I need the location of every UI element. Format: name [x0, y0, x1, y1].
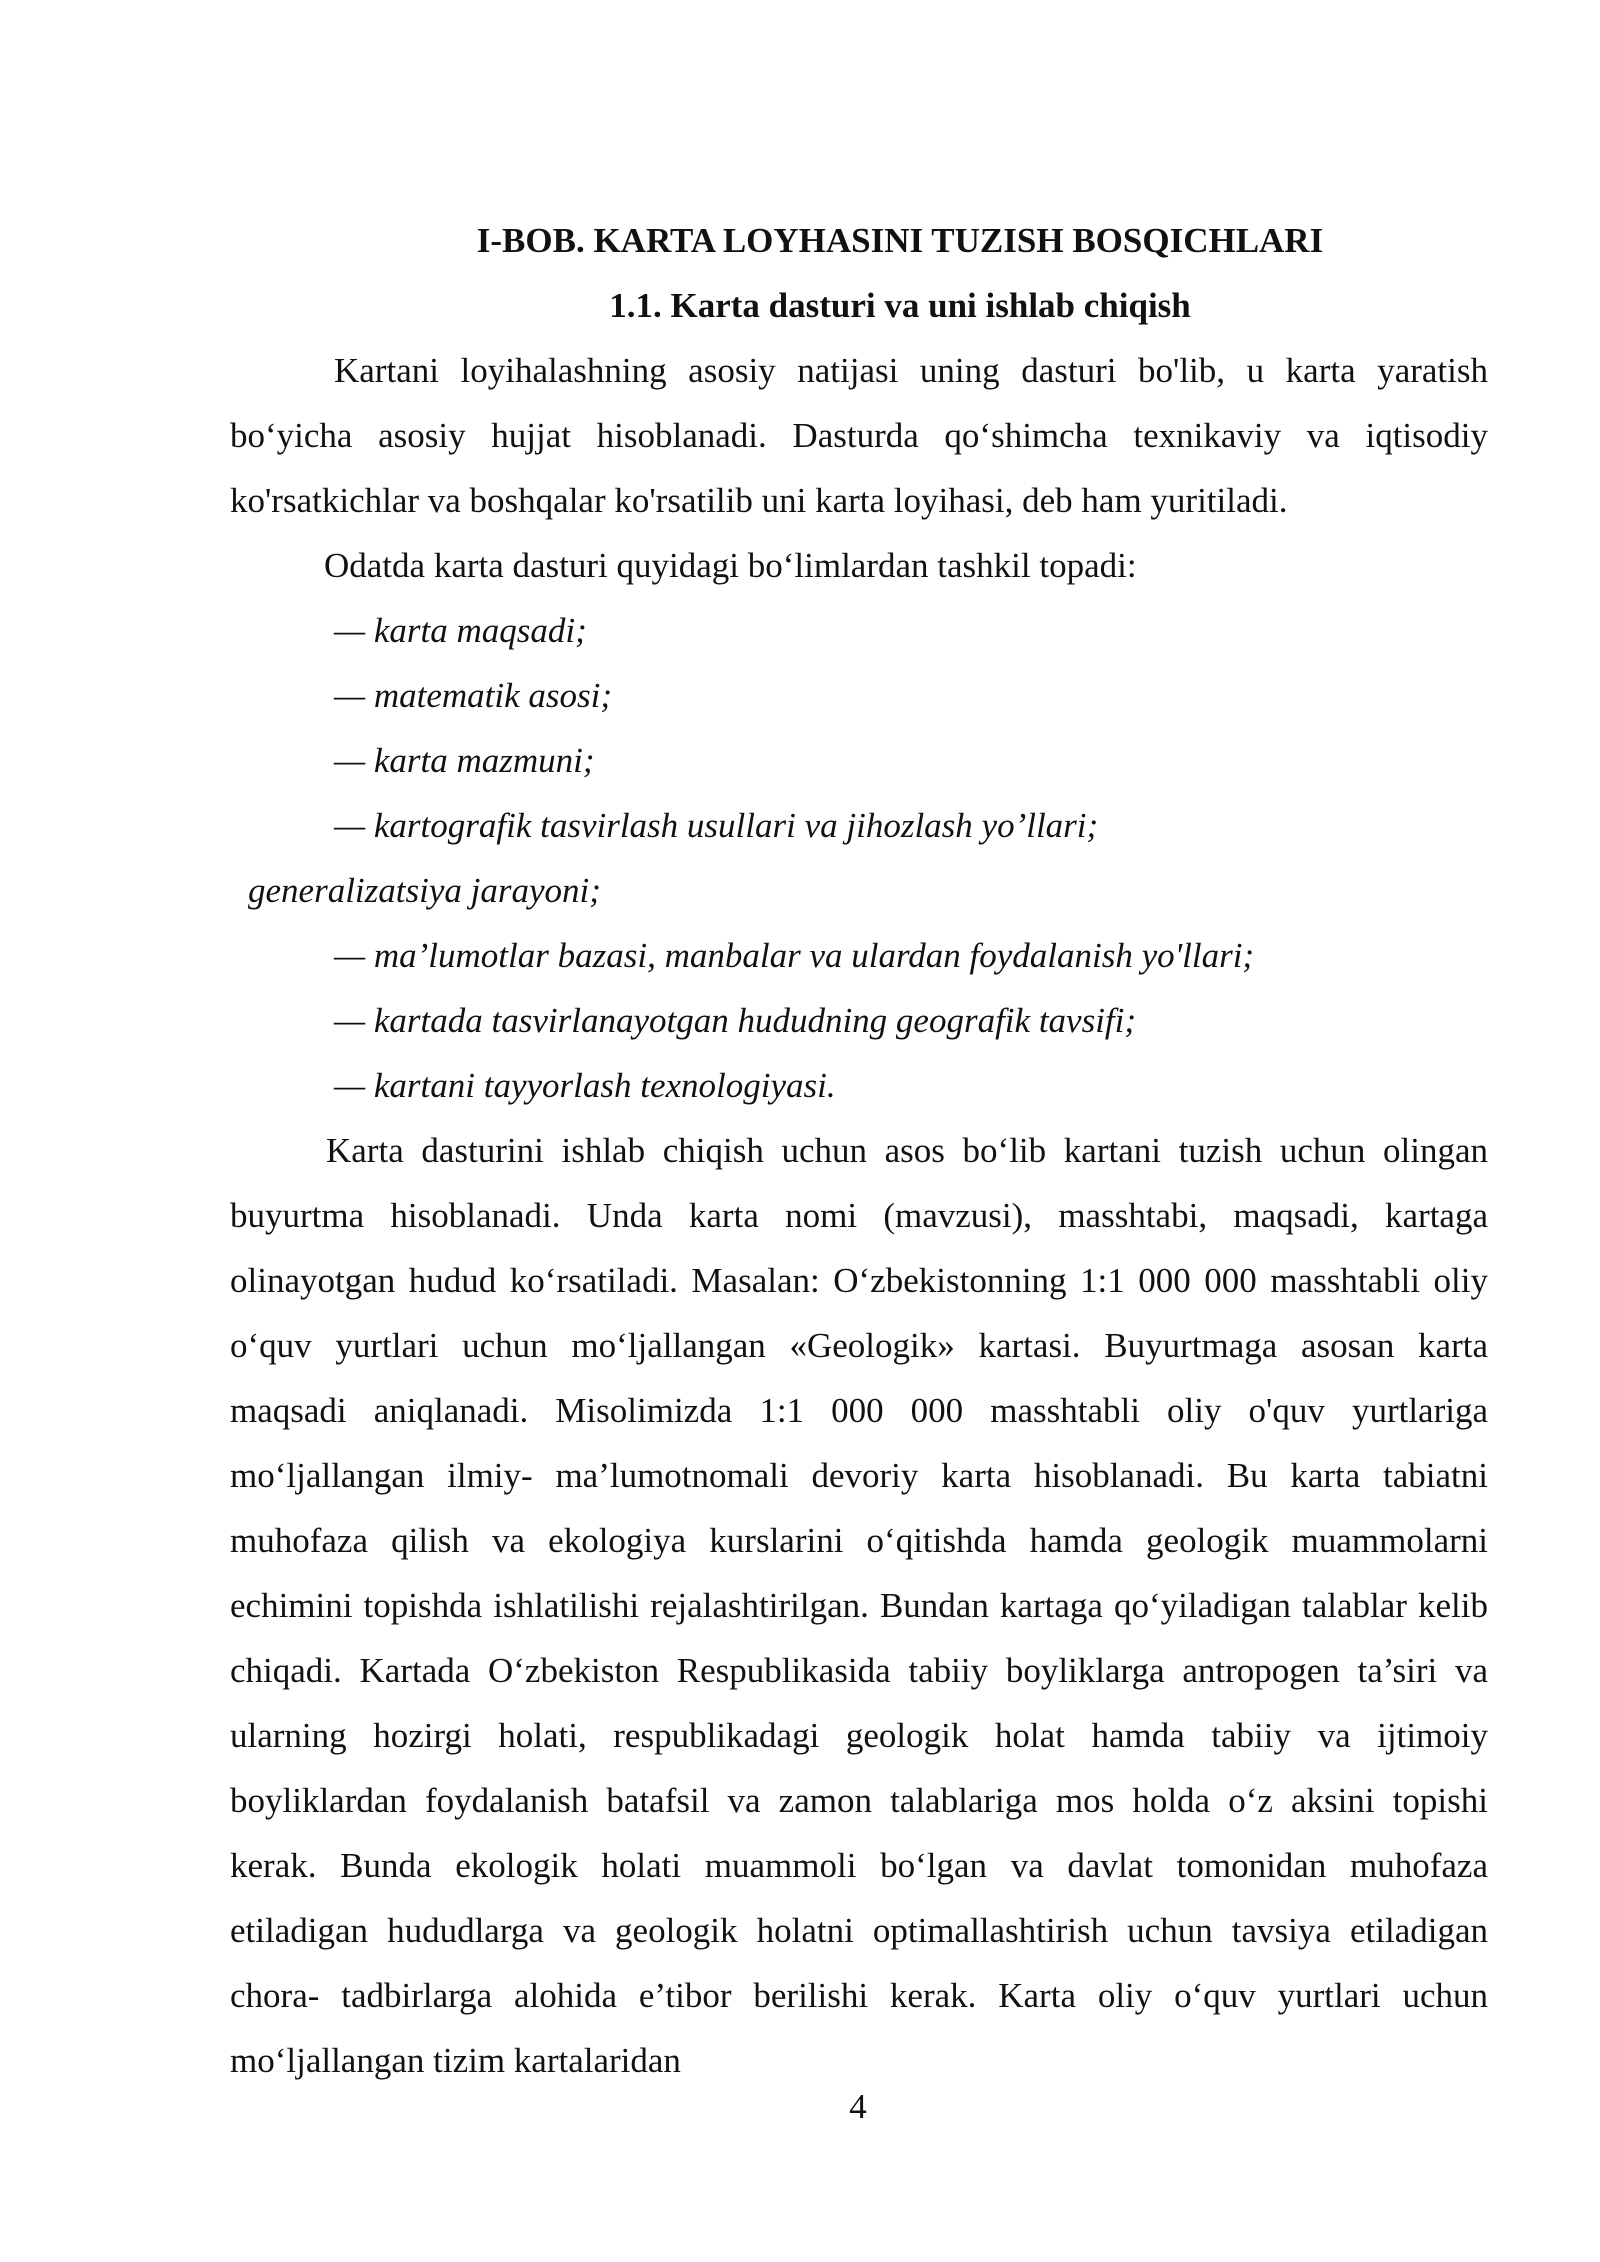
list-item: — matematik asosi; — [334, 676, 613, 715]
list-item: generalizatsiya jarayoni; — [248, 871, 601, 910]
paragraph-list-intro: Odatda karta dasturi quyidagi bo‘limlardan tashkil topadi: — [324, 546, 1137, 585]
section-title: 1.1. Karta dasturi va uni ishlab chiqish — [609, 286, 1191, 325]
page-number: 4 — [849, 2087, 867, 2126]
list-item: — karta maqsadi; — [334, 611, 587, 650]
paragraph-intro-program: Kartani loyihalashning asosiy natijasi uning dasturi bo'lib, u karta yaratish bo‘yicha asosiy hujjat hisoblanadi. Dasturda qo‘shimcha texnikaviy va iqtisodiy ko'rsatkichlar va boshqalar ko'rsatilib uni karta loyihasi, deb ham yuritiladi. — [230, 351, 1488, 520]
paragraph-program-basis: Karta dasturini ishlab chiqish uchun asos bo‘lib kartani tuzish uchun olingan buyurtma hisoblanadi. Unda karta nomi (mavzusi), masshtabi, maqsadi, kartaga olinayotgan hudud ko‘rsatiladi. Masalan: O‘zbekistonning 1:1 000 000 masshtabli oliy o‘quv yurtlari uchun mo‘ljallangan «Geologik» kartasi. Buyurtmaga asosan karta maqsadi aniqlanadi. Misolimizda 1:1 000 000 masshtabli oliy o'quv yurtlariga mo‘ljallangan ilmiy- ma’lumotnomali devoriy karta hisoblanadi. Bu karta tabiatni muhofaza qilish va ekologiya kurslarini o‘qitishda hamda geologik muammolarni echimini topishda ishlatilishi rejalashtirilgan. Bundan kartaga qo‘yiladigan talablar kelib chiqadi. Kartada O‘zbekiston Respublikasida tabiiy boyliklarga antropogen ta’siri va ularning hozirgi holati, respublikadagi geologik holat hamda tabiiy va ijtimoiy boyliklardan foydalanish batafsil va zamon talablariga mos holda o‘z aksini topishi kerak. Bunda ekologik holati muammoli bo‘lgan va davlat tomonidan muhofaza etiladigan hududlarga va geologik holatni optimallashtirish uchun tavsiya etiladigan chora- tadbirlarga alohida e’tibor berilishi kerak. Karta oliy o‘quv yurtlari uchun mo‘ljallangan tizim kartalaridan — [230, 1131, 1488, 2080]
list-item: — ma’lumotlar bazasi, manbalar va ulardan foydalanish yo'llari; — [334, 936, 1255, 975]
list-item: — kartada tasvirlanayotgan hududning geografik tavsifi; — [334, 1001, 1137, 1040]
program-sections-list — [0, 598, 1600, 1118]
list-item: — kartografik tasvirlash usullari va jihozlash yo’llari; — [334, 806, 1099, 845]
list-item: — kartani tayyorlash texnologiyasi. — [334, 1066, 836, 1105]
list-item: — karta mazmuni; — [334, 741, 595, 780]
chapter-title: I-BOB. KARTA LOYHASINI TUZISH BOSQICHLARI — [476, 221, 1324, 260]
